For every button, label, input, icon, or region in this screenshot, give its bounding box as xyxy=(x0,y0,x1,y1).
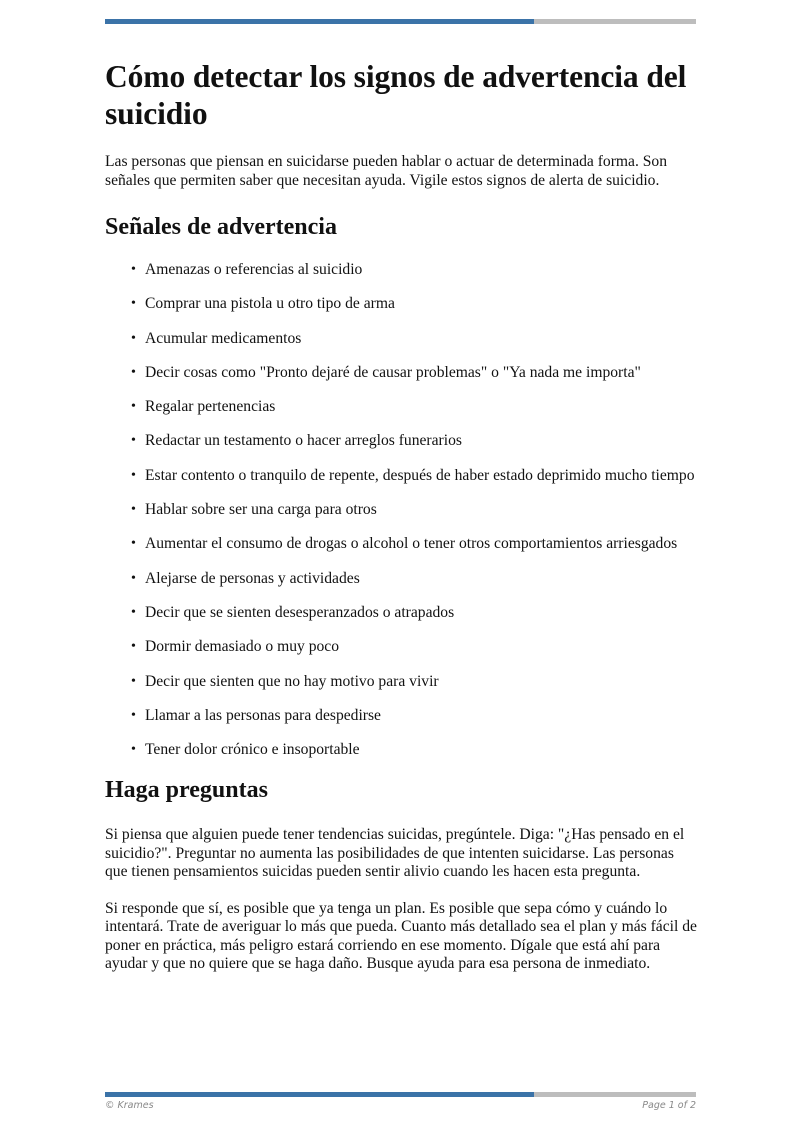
footer-bar-track xyxy=(534,1092,696,1097)
bullet-icon: • xyxy=(131,742,136,758)
list-item: • Estar contento o tranquilo de repente, después de haber estado deprimido mucho tiempo xyxy=(131,466,695,484)
footer-bar-accent xyxy=(105,1092,534,1097)
list-item: • Dormir demasiado o muy poco xyxy=(131,638,340,656)
document-body xyxy=(105,55,697,974)
intro-paragraph: Las personas que piensan en suicidarse pueden hablar o actuar de determinada forma. Son señales que permiten saber que necesitan ayuda. Vigile estos signos de alerta de suicidio. xyxy=(105,153,668,189)
bullet-icon: • xyxy=(131,570,136,586)
page-title: Cómo detectar los signos de advertencia del suicidio xyxy=(105,59,687,131)
page-number: Page 1 of 2 xyxy=(642,1100,696,1111)
section-heading-ask-questions: Haga preguntas xyxy=(105,777,268,804)
header-bar-accent xyxy=(105,19,534,24)
bullet-icon: • xyxy=(131,364,136,380)
list-item: • Alejarse de personas y actividades xyxy=(131,569,360,587)
bullet-icon: • xyxy=(131,433,136,449)
bullet-icon: • xyxy=(131,604,136,620)
bullet-icon: • xyxy=(131,707,136,723)
bullet-icon: • xyxy=(131,536,136,552)
header-bar xyxy=(105,19,696,24)
list-item: • Decir que se sienten desesperanzados o atrapados xyxy=(131,603,455,621)
list-item: • Regalar pertenencias xyxy=(131,398,276,416)
list-item: • Llamar a las personas para despedirse xyxy=(131,706,381,724)
list-item: • Redactar un testamento o hacer arreglos funerarios xyxy=(131,432,462,450)
ask-questions-paragraph-1: Si piensa que alguien puede tener tendencias suicidas, pregúntele. Diga: "¿Has pensado en el suicidio?". Preguntar no aumenta las posibilidades de que intenten suicidarse. Las personas que tienen pensamientos suicidas pueden sentir alivio cuando les hacen esta pregunta. xyxy=(105,826,685,881)
bullet-icon: • xyxy=(131,399,136,415)
ask-questions-paragraph-2: Si responde que sí, es posible que ya tenga un plan. Es posible que sepa cómo y cuándo lo intentará. Trate de averiguar lo más que pueda. Cuanto más detallado sea el plan y más fácil de poner en práctica, más peligro estará corriendo en ese momento. Dígale que está ahí para ayudar y que no quiere que se haga daño. Busque ayuda para esa persona de inmediato. xyxy=(105,899,697,973)
list-item: • Tener dolor crónico e insoportable xyxy=(131,741,360,759)
list-item: • Hablar sobre ser una carga para otros xyxy=(131,501,377,519)
list-item: • Decir que sienten que no hay motivo para vivir xyxy=(131,672,439,690)
footer-bar xyxy=(105,1092,696,1097)
list-item: • Comprar una pistola u otro tipo de arma xyxy=(131,295,395,313)
bullet-icon: • xyxy=(131,502,136,518)
section-heading-warning-signs: Señales de advertencia xyxy=(105,214,337,240)
bullet-icon: • xyxy=(131,330,136,346)
copyright-text: © Krames xyxy=(105,1100,154,1111)
list-item: • Decir cosas como "Pronto dejaré de causar problemas" o "Ya nada me importa" xyxy=(131,363,641,381)
list-item: • Amenazas o referencias al suicidio xyxy=(131,261,363,278)
list-item: • Acumular medicamentos xyxy=(131,329,302,347)
list-item: • Aumentar el consumo de drogas o alcohol o tener otros comportamientos arriesgados xyxy=(131,535,678,553)
bullet-icon: • xyxy=(131,262,136,277)
warning-signs-list xyxy=(105,261,697,760)
bullet-icon: • xyxy=(131,467,136,483)
header-bar-track xyxy=(534,19,696,24)
bullet-icon: • xyxy=(131,673,136,689)
bullet-icon: • xyxy=(131,639,136,655)
page-footer xyxy=(105,1100,696,1111)
bullet-icon: • xyxy=(131,296,136,312)
